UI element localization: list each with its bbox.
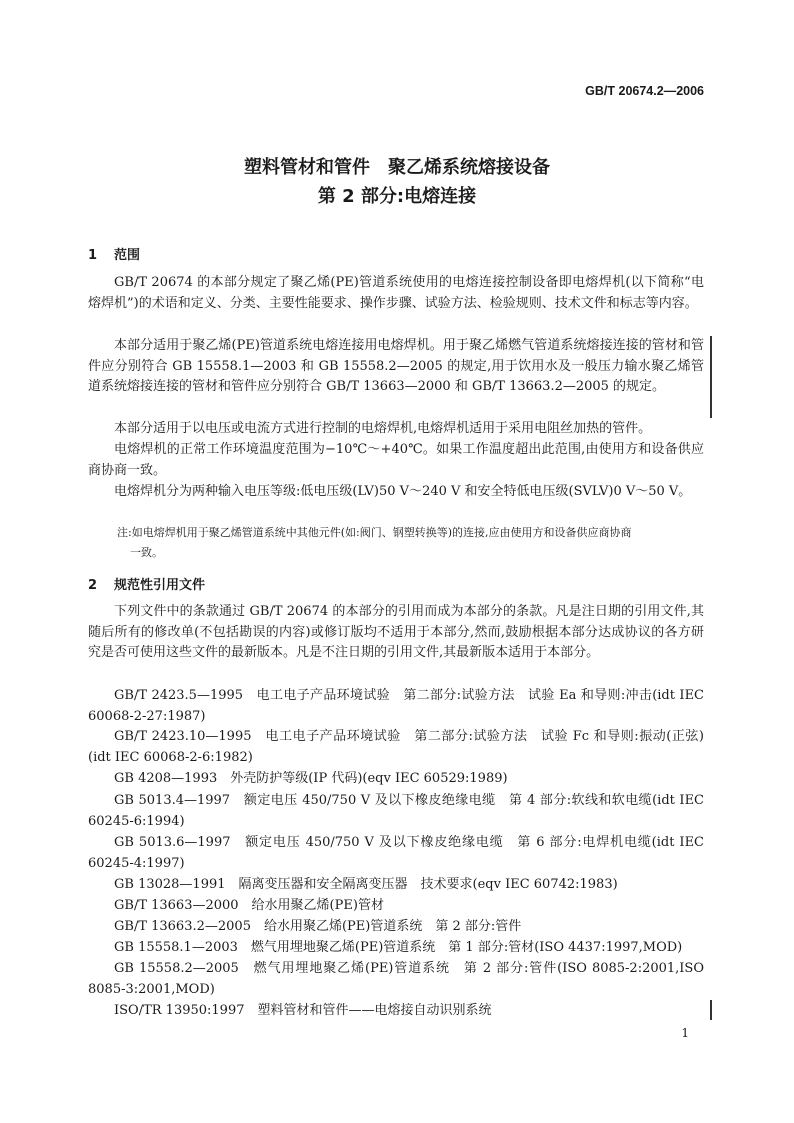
paragraph: 本部分适用于聚乙烯(PE)管道系统电熔连接用电熔焊机。用于聚乙烯燃气管道系统熔接连接的管材和管件应分别符合 GB 15558.1—2003 和 GB 15558.2—2005 的规定,用于饮用水及一般压力输水聚乙烯管道系统熔接连接的管材和管件应分别符合 GB/T 13663—2000 和 GB/T 13663.2—2005 的规定。: [88, 338, 704, 395]
change-bar: [710, 336, 712, 418]
document-title: [0, 153, 794, 211]
section-number: 2: [88, 578, 98, 593]
section-number: 1: [88, 248, 98, 263]
paragraph: 电熔焊机的正常工作环境温度范围为−10℃～+40℃。如果工作温度超出此范围,由使用方和设备供应商协商一致。: [88, 442, 704, 478]
note-line: 注:如电熔焊机用于聚乙烯管道系统中其他元件(如:阀门、钢塑转换等)的连接,应由使用方和设备供应商协商: [117, 526, 632, 539]
reference-item: GB 15558.2—2005 燃气用埋地聚乙烯(PE)管道系统 第 2 部分:管件(ISO 8085-2:2001,ISO 8085-3:2001,MOD): [88, 961, 704, 997]
paragraph: GB/T 20674 的本部分规定了聚乙烯(PE)管道系统使用的电熔连接控制设备即电熔焊机(以下简称“电熔焊机”)的术语和定义、分类、主要性能要求、操作步骤、试验方法、检验规则、技术文件和标志等内容。: [88, 275, 704, 311]
title-line-1: 塑料管材和管件 聚乙烯系统熔接设备: [244, 157, 550, 178]
reference-item: GB 4208—1993 外壳防护等级(IP 代码)(eqv IEC 60529:1989): [114, 771, 508, 786]
reference-item: GB 13028—1991 隔离变压器和安全隔离变压器 技术要求(eqv IEC 60742:1983): [114, 877, 618, 892]
reference-item: GB/T 13663.2—2005 给水用聚乙烯(PE)管道系统 第 2 部分:管件: [114, 919, 522, 934]
reference-item: GB 5013.6—1997 额定电压 450/750 V 及以下橡皮绝缘电缆 第 6 部分:电焊机电缆(idt IEC 60245-4:1997): [88, 835, 704, 871]
note: [117, 523, 703, 563]
reference-item: GB/T 13663—2000 给水用聚乙烯(PE)管材: [114, 898, 384, 913]
change-bar: [710, 1000, 712, 1020]
note-line: 一致。: [130, 546, 163, 559]
page-number: 1: [681, 1026, 689, 1040]
title-line-2: 第 2 部分:电熔连接: [317, 186, 477, 207]
section-2-heading: [88, 574, 205, 593]
section-title: 范围: [114, 248, 141, 263]
standard-number: GB/T 20674.2—2006: [585, 84, 704, 98]
reference-item: GB 15558.1—2003 燃气用埋地聚乙烯(PE)管道系统 第 1 部分:管材(ISO 4437:1997,MOD): [114, 940, 683, 955]
section-title: 规范性引用文件: [114, 578, 206, 593]
reference-item: GB 5013.4—1997 额定电压 450/750 V 及以下橡皮绝缘电缆 第 4 部分:软线和软电缆(idt IEC 60245-6:1994): [88, 793, 704, 829]
paragraph: 本部分适用于以电压或电流方式进行控制的电熔焊机,电熔焊机适用于采用电阻丝加热的管件。: [114, 421, 652, 436]
reference-item: ISO/TR 13950:1997 塑料管材和管件——电熔接自动识别系统: [114, 1003, 492, 1018]
section-1-heading: [88, 244, 140, 263]
paragraph: 电熔焊机分为两种输入电压等级:低电压级(LV)50 V～240 V 和安全特低电压级(SVLV)0 V～50 V。: [114, 484, 692, 499]
paragraph: 下列文件中的条款通过 GB/T 20674 的本部分的引用而成为本部分的条款。凡是注日期的引用文件,其随后所有的修改单(不包括勘误的内容)或修订版均不适用于本部分,然而,鼓励根据本部分达成协议的各方研究是否可使用这些文件的最新版本。凡是不注日期的引用文件,其最新版本适用于本部分。: [88, 604, 704, 661]
reference-item: GB/T 2423.5—1995 电工电子产品环境试验 第二部分:试验方法 试验 Ea 和导则:冲击(idt IEC 60068-2-27:1987): [88, 688, 704, 724]
reference-item: GB/T 2423.10—1995 电工电子产品环境试验 第二部分:试验方法 试验 Fc 和导则:振动(正弦)(idt IEC 60068-2-6:1982): [88, 729, 704, 765]
